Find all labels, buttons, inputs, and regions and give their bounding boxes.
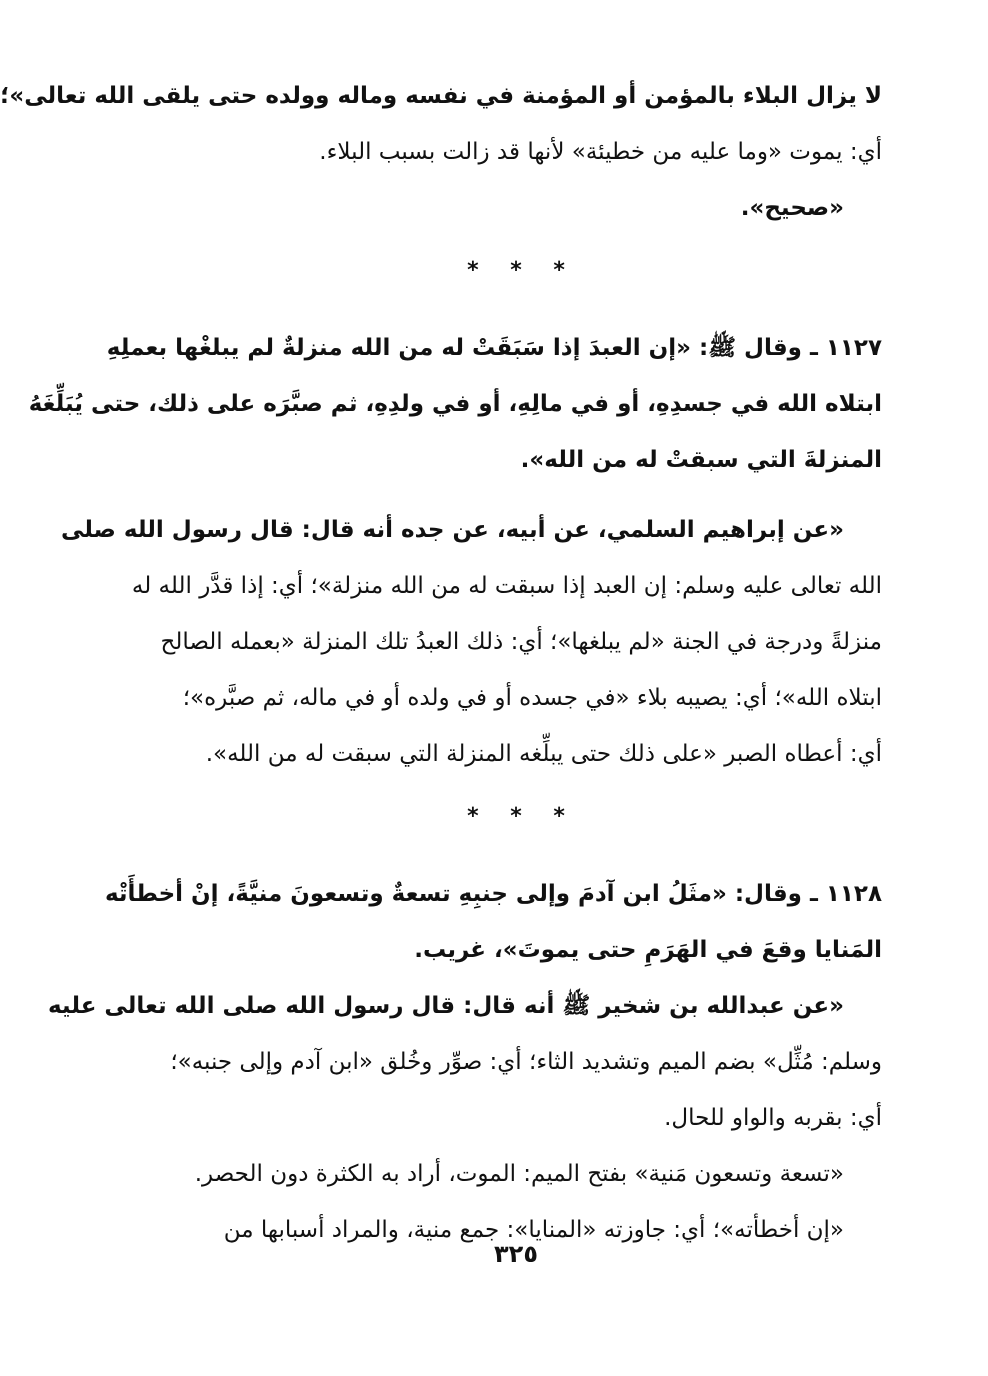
commentary-1127 (61, 502, 882, 782)
commentary-1128 (47, 978, 882, 1258)
commentary-line: أي: بقربه والواو للحال. (664, 1105, 882, 1131)
commentary-line: وسلم: مُثِّل» بضم الميم وتشديد الثاء؛ أي: صوِّر وخُلق «ابن آدم وإلى جنبه»؛ (170, 1049, 882, 1075)
grade-label: «صحيح». (740, 195, 844, 221)
hadith-1127 (28, 320, 882, 488)
hadith-line: ابتلاه الله في جسدِهِ، أو في مالِهِ، أو في ولدِهِ، ثم صبَّرَه على ذلك، حتى يُبَلِّغَهُ (28, 391, 882, 417)
text-line: لا يزال البلاء بالمؤمن أو المؤمنة في نفسه وماله وولده حتى يلقى الله تعالى»؛ (0, 83, 882, 109)
hadith-line: المَنايا وقعَ في الهَرَمِ حتى يموتَ»، غريب. (414, 937, 882, 963)
section-separator: * * * (467, 258, 577, 283)
hadith-line: ١١٢٨ ـ وقال: «مثَلُ ابن آدمَ وإلى جنبِهِ تسعةٌ وتسعونَ منيَّةً، إنْ أخطأَتْه (104, 881, 882, 907)
top-paragraph (0, 68, 882, 236)
page-number: ٣٢٥ (494, 1240, 538, 1268)
commentary-line: ابتلاه الله»؛ أي: يصيبه بلاء «في جسده أو في ولده أو في ماله، ثم صبَّره»؛ (182, 685, 882, 711)
hadith-line: المنزلةَ التي سبقتْ له من الله». (520, 447, 882, 473)
section-separator: * * * (467, 804, 577, 829)
hadith-line: ١١٢٧ ـ وقال ﷺ: «إن العبدَ إذا سَبَقَتْ له من الله منزلةٌ لم يبلغْها بعملِهِ (106, 335, 882, 361)
page-body (0, 68, 882, 1258)
hadith-1128 (104, 866, 882, 978)
text-line: أي: يموت «وما عليه من خطيئة» لأنها قد زالت بسبب البلاء. (319, 139, 882, 165)
commentary-line: منزلةً ودرجة في الجنة «لم يبلغها»؛ أي: ذلك العبدُ تلك المنزلة «بعمله الصالح (160, 629, 882, 655)
commentary-line: «تسعة وتسعون مَنية» بفتح الميم: الموت، أراد به الكثرة دون الحصر. (194, 1161, 844, 1187)
commentary-line: «عن إبراهيم السلمي، عن أبيه، عن جده أنه قال: قال رسول الله صلى (61, 517, 844, 543)
commentary-line: «إن أخطأته»؛ أي: جاوزته «المنايا»: جمع منية، والمراد أسبابها من (223, 1217, 844, 1243)
commentary-line: «عن عبدالله بن شخير ﷺ أنه قال: قال رسول الله صلى الله تعالى عليه (47, 993, 844, 1019)
commentary-line: الله تعالى عليه وسلم: إن العبد إذا سبقت له من الله منزلة»؛ أي: إذا قدَّر الله له (131, 573, 882, 599)
commentary-line: أي: أعطاه الصبر «على ذلك حتى يبلِّغه المنزلة التي سبقت له من الله». (205, 741, 882, 767)
